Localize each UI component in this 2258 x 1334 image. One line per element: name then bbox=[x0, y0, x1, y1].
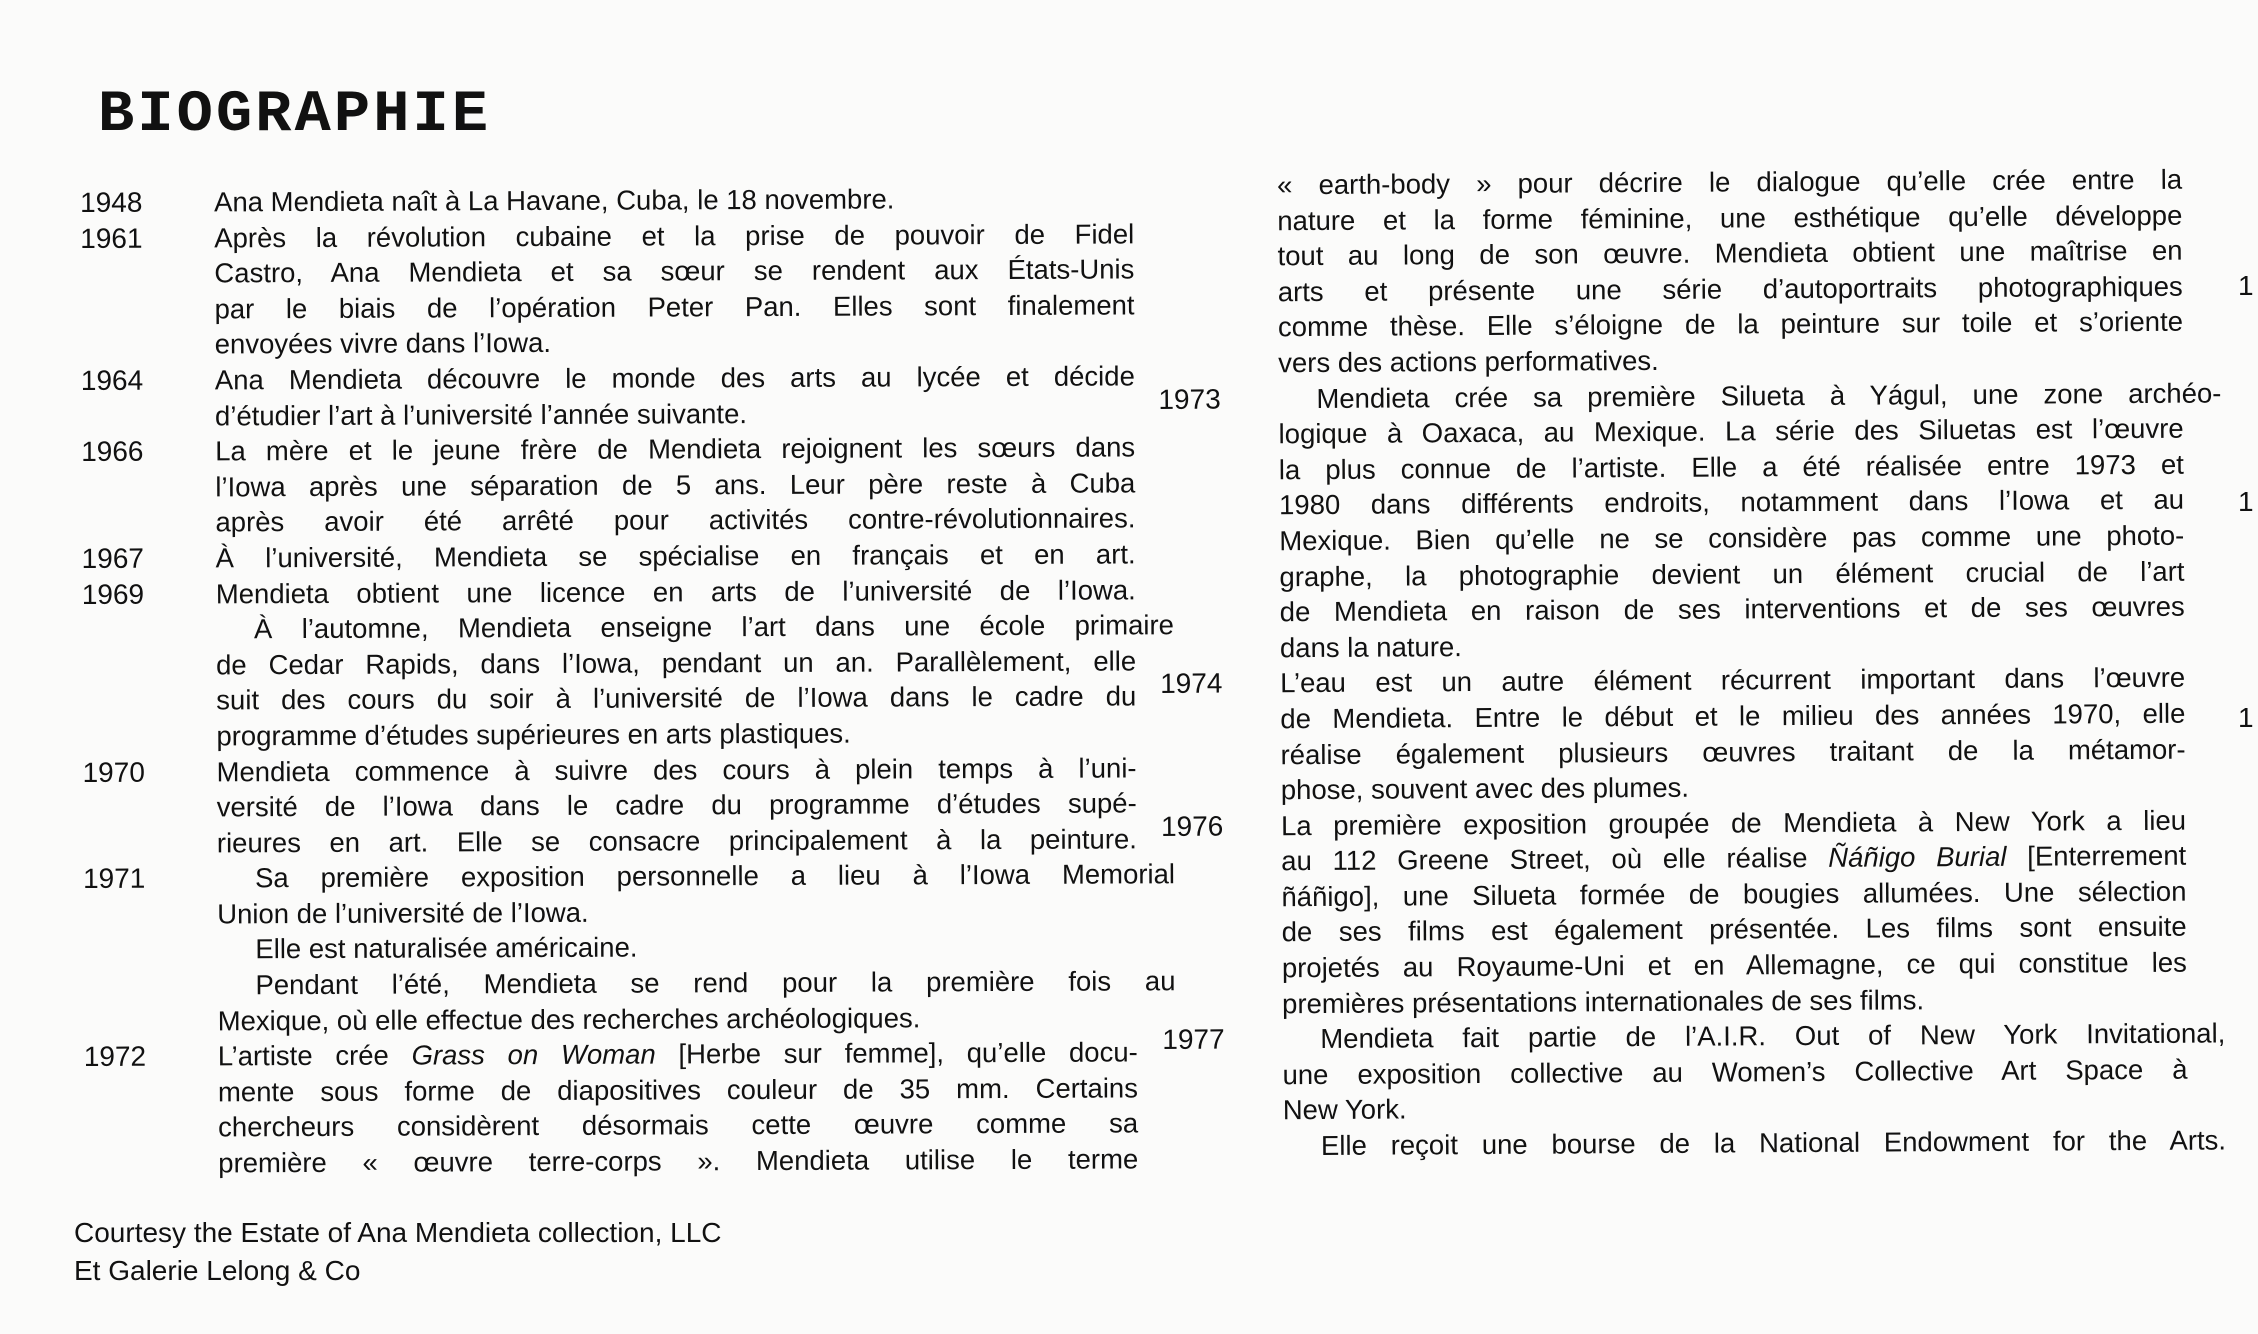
entry-text-line: Castro, Ana Mendieta et sa sœur se rendent aux États-Unis bbox=[214, 253, 1135, 289]
entry-text-line: New York. bbox=[1282, 1093, 1407, 1126]
entry-text-line: envoyées vivre dans l’Iowa. bbox=[214, 327, 552, 360]
entry-text-line: Elle est naturalisée américaine. bbox=[255, 932, 638, 965]
entry-text-line bbox=[1281, 838, 2186, 879]
entry-text bbox=[215, 430, 1136, 541]
entry-text bbox=[214, 359, 1135, 434]
entry-text-line: par le biais de l’opération Peter Pan. Elles sont finalement bbox=[214, 289, 1135, 325]
timeline-entry bbox=[81, 430, 1136, 541]
entry-year: 1971 bbox=[82, 863, 146, 895]
entry-text-line: après avoir été arrêté pour activités contre-révolutionnaires. bbox=[215, 502, 1136, 538]
timeline-entry bbox=[1153, 375, 2222, 666]
timeline-entry bbox=[80, 216, 1135, 363]
timeline-entry bbox=[1155, 660, 2216, 809]
artwork-title: Ñáñigo Burial bbox=[1828, 841, 2007, 874]
entry-text-line: À l’université, Mendieta se spécialise en français et en art. bbox=[215, 538, 1136, 574]
entry-text-line: phose, souvent avec des plumes. bbox=[1280, 771, 1690, 806]
entry-text-line: l’Iowa après une séparation de 5 ans. Leur père reste à Cuba bbox=[215, 467, 1136, 503]
entry-year bbox=[1157, 167, 1277, 168]
timeline-entry bbox=[1152, 162, 2213, 382]
entry-year: 1966 bbox=[81, 435, 144, 468]
page-title: BIOGRAPHIE bbox=[98, 83, 492, 148]
entry-text-line: la plus connue de l’artiste. Elle a été réalisée entre 1973 et bbox=[1278, 448, 2184, 485]
entry-text-line: Mexique, où elle effectue des recherches archéologiques. bbox=[217, 1001, 921, 1037]
timeline-entry bbox=[80, 181, 1100, 221]
entry-text-line: Union de l’université de l’Iowa. bbox=[217, 896, 589, 930]
edge-year-fragment: 1 bbox=[2238, 270, 2254, 301]
entry-text-line: Mendieta fait partie de l’A.I.R. Out of New York Invitational, bbox=[1320, 1017, 2226, 1055]
entry-year: 1976 bbox=[1160, 810, 1224, 842]
entry-text-line: arts et présente une série d’autoportraits photographiques bbox=[1277, 270, 2183, 308]
entry-year: 1948 bbox=[80, 186, 143, 218]
entry-text-line: versité de l’Iowa dans le cadre du programme d’études supé- bbox=[216, 787, 1137, 823]
entry-text-line: comme thèse. Elle s’éloigne de la peinture sur toile et s’oriente bbox=[1277, 306, 2184, 343]
credit-line: Courtesy the Estate of Ana Mendieta collection, LLC bbox=[74, 1217, 722, 1248]
artwork-title: Grass on Woman bbox=[411, 1038, 656, 1071]
entry-year: 1977 bbox=[1162, 1023, 1225, 1056]
entry-text-line: Pendant l’été, Mendieta se rend pour la première fois au bbox=[255, 965, 1176, 1001]
entry-text-line: Mendieta commence à suivre des cours à plein temps à l’uni- bbox=[216, 751, 1137, 787]
timeline-right-column bbox=[1152, 162, 2227, 1165]
entry-text-line: chercheurs considèrent désormais cette œuvre comme sa bbox=[218, 1107, 1139, 1143]
entry-text bbox=[1282, 1016, 2227, 1164]
entry-year: 1974 bbox=[1160, 667, 1223, 700]
entry-text-line: de Cedar Rapids, dans l’Iowa, pendant un an. Parallèlement, elle bbox=[216, 645, 1137, 681]
entry-text-line: programme d’études supérieures en arts plastiques. bbox=[216, 717, 851, 752]
entry-text bbox=[1280, 660, 2216, 808]
entry-text-line: de Mendieta en raison de ses interventions et de ses œuvres bbox=[1279, 590, 2185, 628]
line-segment: L’artiste crée bbox=[217, 1039, 412, 1072]
entry-text bbox=[217, 857, 1176, 1039]
entry-text-line: tout au long de son œuvre. Mendieta obtient une maîtrise en bbox=[1277, 234, 2183, 272]
entry-text-line: vers des actions performatives. bbox=[1278, 344, 1659, 379]
entry-text-line: La première exposition groupée de Mendieta à New York a lieu bbox=[1280, 804, 2187, 841]
entry-text-line: projetés au Royaume-Uni et en Allemagne, ce qui constitue les bbox=[1281, 946, 2187, 984]
entry-text-line: nature et la forme féminine, une esthétique qu’elle développe bbox=[1277, 199, 2183, 236]
entry-text-line: une exposition collective au Women’s Collective Art Space à bbox=[1282, 1053, 2188, 1091]
credits bbox=[74, 1214, 722, 1290]
entry-text bbox=[215, 572, 1174, 754]
entry-text bbox=[1281, 802, 2217, 1021]
entry-text-line: graphe, la photographie devient un élément crucial de l’art bbox=[1279, 555, 2185, 592]
entry-text-line: Ana Mendieta découvre le monde des arts au lycée et décide bbox=[214, 360, 1135, 396]
entry-text-line: premières présentations internationales de ses films. bbox=[1282, 983, 1925, 1019]
entry-text-line: de ses films est également présentée. Les films sont ensuite bbox=[1281, 911, 2187, 948]
timeline-entry bbox=[82, 750, 1137, 861]
entry-year: 1961 bbox=[80, 222, 143, 254]
entry-year: 1969 bbox=[81, 578, 145, 610]
entry-text-line: 1980 dans différents endroits, notamment dans l’Iowa et au bbox=[1278, 484, 2185, 521]
entry-year: 1972 bbox=[83, 1040, 147, 1073]
line-segment: au 112 Greene Street, où elle réalise bbox=[1281, 842, 1829, 877]
entry-year: 1967 bbox=[81, 542, 144, 574]
timeline-entry bbox=[1157, 1016, 2227, 1165]
timeline-entry bbox=[83, 1035, 1139, 1182]
entry-text-line: Mendieta crée sa première Silueta à Yágul, une zone archéo- bbox=[1316, 377, 2222, 414]
entry-text bbox=[216, 750, 1137, 861]
edge-year-fragment: 1 bbox=[2238, 486, 2254, 517]
entry-text bbox=[1277, 162, 2213, 381]
entry-text-line: logique à Oaxaca, au Mexique. La série des Siluetas est l’œuvre bbox=[1278, 412, 2184, 450]
timeline-entry bbox=[81, 536, 1136, 576]
edge-year-fragment: 1 bbox=[2238, 702, 2254, 733]
entry-text-line: Mendieta obtient une licence en arts de l’université de l’Iowa. bbox=[215, 573, 1136, 609]
entry-text bbox=[217, 1035, 1139, 1181]
entry-text-line: « earth-body » pour décrire le dialogue qu’elle crée entre la bbox=[1277, 163, 2183, 201]
line-segment: [Enterrement bbox=[2006, 839, 2187, 873]
timeline-entry bbox=[1156, 802, 2217, 1022]
timeline-entry bbox=[81, 572, 1174, 754]
entry-text-line: La mère et le jeune frère de Mendieta rejoignent les sœurs dans bbox=[215, 431, 1136, 467]
timeline-entry bbox=[82, 857, 1176, 1039]
entry-text-line: de Mendieta. Entre le début et le milieu des années 1970, elle bbox=[1280, 697, 2186, 735]
entry-text-line: réalise également plusieurs œuvres traitant de la métamor- bbox=[1280, 733, 2186, 770]
entry-text-line: suit des cours du soir à l’université de l’Iowa dans le cadre du bbox=[216, 680, 1137, 716]
entry-text bbox=[214, 181, 1100, 220]
entry-text-line bbox=[218, 1035, 1138, 1075]
entry-text-line: dans la nature. bbox=[1279, 630, 1462, 663]
entry-text-line: L’eau est un autre élément récurrent important dans l’œuvre bbox=[1280, 662, 2186, 699]
entry-text-line: ñáñigo], une Silueta formée de bougies allumées. Une sélection bbox=[1281, 875, 2187, 913]
credit-line: Et Galerie Lelong & Co bbox=[74, 1255, 361, 1286]
entry-text-line: mente sous forme de diapositives couleur de 35 mm. Certains bbox=[217, 1072, 1139, 1108]
entry-text-line: Sa première exposition personnelle a lieu à l’Iowa Memorial bbox=[254, 858, 1176, 894]
entry-text-line: première « œuvre terre-corps ». Mendieta utilise le terme bbox=[218, 1143, 1139, 1179]
entry-text bbox=[1278, 375, 2222, 665]
timeline-left-column bbox=[80, 181, 1176, 1182]
entry-text-line: À l’automne, Mendieta enseigne l’art dans une école primaire bbox=[253, 609, 1174, 645]
entry-text-line: rieures en art. Elle se consacre principalement à la peinture. bbox=[216, 823, 1137, 859]
entry-text bbox=[214, 216, 1135, 362]
entry-text-line: Elle reçoit une bourse de la National Endowment for the Arts. bbox=[1320, 1124, 2227, 1162]
entry-text-line: Après la révolution cubaine et la prise de pouvoir de Fidel bbox=[214, 217, 1135, 254]
timeline-entry bbox=[80, 359, 1135, 435]
entry-text-line: Ana Mendieta naît à La Havane, Cuba, le 18 novembre. bbox=[214, 183, 895, 218]
entry-year: 1964 bbox=[80, 364, 144, 396]
line-segment: [Herbe sur femme], qu’elle docu- bbox=[655, 1036, 1138, 1070]
entry-year: 1973 bbox=[1158, 383, 1221, 415]
entry-text bbox=[215, 536, 1136, 575]
entry-text-line: d’étudier l’art à l’université l’année suivante. bbox=[214, 397, 748, 431]
entry-year: 1970 bbox=[82, 756, 145, 788]
entry-text-line: Mexique. Bien qu’elle ne se considère pas comme une photo- bbox=[1279, 519, 2185, 557]
